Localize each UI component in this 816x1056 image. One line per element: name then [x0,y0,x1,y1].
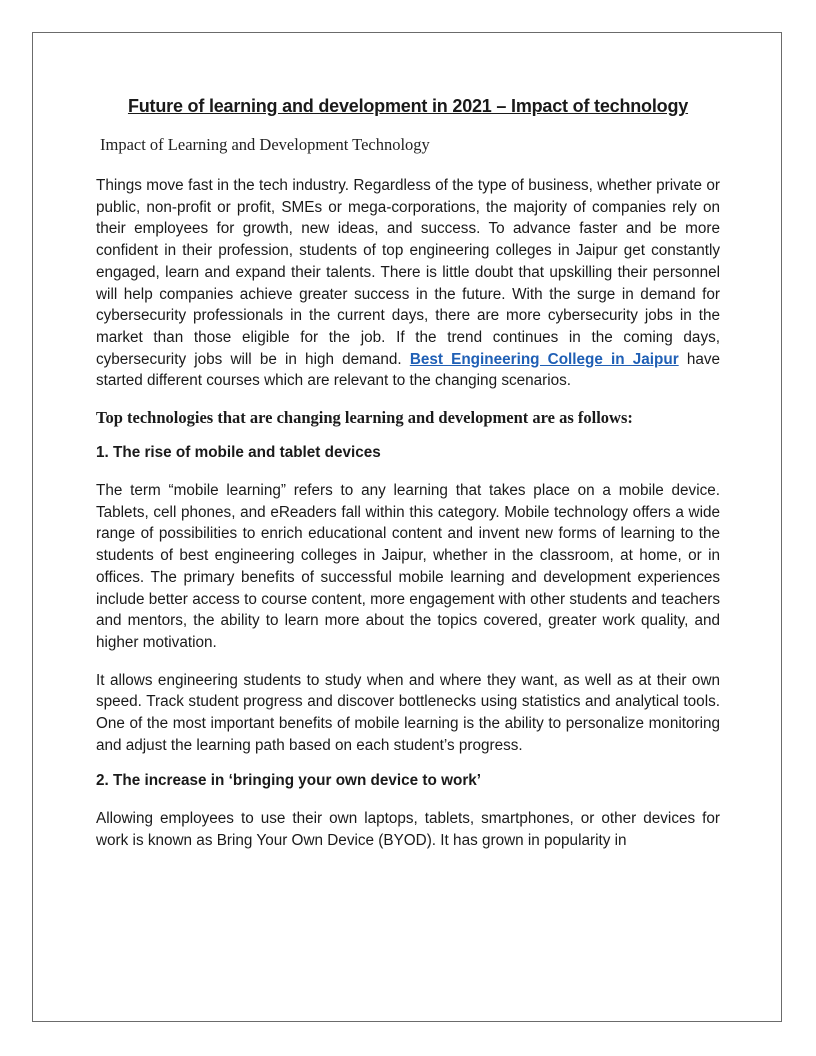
item2-heading: 2. The increase in ‘bringing your own device to work’ [96,772,482,790]
item2-paragraph-1: Allowing employees to use their own laptops, tablets, smartphones, or other devices for work is known as Bring Your Own Device (BYOD). It has grown in popularity in [96,810,720,850]
document-body [96,96,720,852]
document-title: Future of learning and development in 2021 – Impact of technology [127,96,689,116]
item1-paragraph-1: The term “mobile learning” refers to any learning that takes place on a mobile device. Tablets, cell phones, and eReaders fall within this category. Mobile technology offers a wide range of possibilities to enrich educational content and invent new forms of learning to the students of best engineering colleges in Jaipur, whether in the classroom, at home, or in offices. The primary benefits of successful mobile learning and development experiences include better access to course content, more engagement with other students and teachers and mentors, the ability to learn more about the topics covered, greater work quality, and higher motivation. [96,482,720,651]
intro-after-link: have started different courses which are relevant to the changing scenarios. [96,350,721,390]
intro-paragraph [96,175,720,392]
section-heading: Top technologies that are changing learning and development are as follows: [96,408,633,428]
item1-heading: 1. The rise of mobile and tablet devices [96,444,381,462]
document-subtitle: Impact of Learning and Development Technology [100,135,430,154]
best-engineering-college-link[interactable]: Best Engineering College in Jaipur [409,350,679,368]
item1-paragraph-2: It allows engineering students to study when and where they want, as well as at their own speed. Track student progress and discover bottlenecks using statistics and analytical tools. One of the most important benefits of mobile learning is the ability to personalize monitoring and adjust the learning path based on each student’s progress. [96,671,720,754]
intro-text: Things move fast in the tech industry. Regardless of the type of business, whether private or public, non-profit or profit, SMEs or mega-corporations, the majority of companies rely on their employees for growth, new ideas, and success. To advance faster and be more confident in their profession, students of top engineering colleges in Jaipur get constantly engaged, learn and expand their talents. There is little doubt that upskilling their personnel will help companies achieve greater success in the future. With the surge in demand for cybersecurity professionals in the current days, there are more cybersecurity jobs in the market than those eligible for the job. If the trend continues in the coming days, cybersecurity jobs will be in high demand. [96,177,720,368]
